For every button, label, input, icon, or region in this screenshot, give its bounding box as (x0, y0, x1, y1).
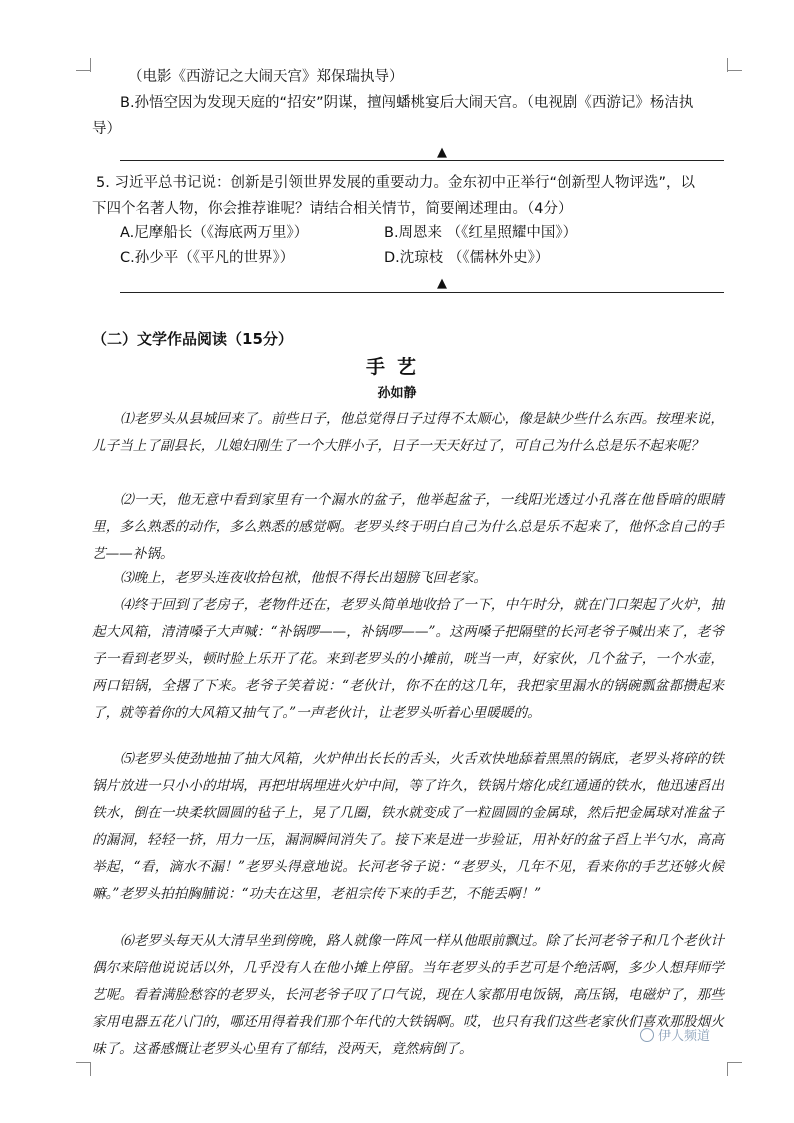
crop-mark-tl (90, 58, 91, 72)
q5-option-a: A.尼摩船长（《海底两万里》） (120, 225, 309, 241)
article-paragraph-1: ⑴老罗头从县城回来了。前些日子，他总觉得日子过得不太顺心，像是缺少些什么东西。按理来说，儿子当上了副县长，儿媳妇刚生了一个大胖小子，日子一天天好过了，可自己为什么总是乐不起来呢？ (92, 411, 724, 454)
article-author: 孙如静 (377, 386, 417, 401)
crop-mark-br (727, 1062, 728, 1076)
q5-option-b: B.周恩来 （《红星照耀中国》） (384, 225, 578, 241)
watermark-logo-icon (640, 1028, 654, 1042)
article-paragraph-4: ⑷终于回到了老房子，老物件还在，老罗头简单地收拾了一下，中午时分，就在门口架起了火炉，抽起大风箱，清清嗓子大声喊：“补锅啰——，补锅啰——”。这两嗓子把隔壁的长河老爷子喊出来了，老爷子一看到老罗头，顿时脸上乐开了花。来到老罗头的小摊前，咣当一声，好家伙，几个盆子，一个水壶，两口铝锅，全撂了下来。老爷子笑着说：“老伙计，你不在的这几年，我把家里漏水的锅碗瓢盆都攒起来了，就等着你的大风箱又抽气了。”一声老伙计，让老罗头听着心里暖暖的。 (92, 597, 724, 721)
q5-option-d: D.沈琼枝 （《儒林外史》） (384, 250, 550, 266)
answer-line-2 (120, 292, 724, 293)
watermark-text: 伊人频道 (658, 1029, 711, 1044)
q5-line-1: 5. 习近平总书记说：创新是引领世界发展的重要动力。金东初中正举行“创新型人物评选”，以 (96, 175, 695, 191)
section-title: （二）文学作品阅读（15分） (92, 330, 293, 348)
article-paragraph-2: ⑵一天，他无意中看到家里有一个漏水的盆子，他举起盆子，一线阳光透过小孔落在他昏暗的眼睛里，多么熟悉的动作，多么熟悉的感觉啊。老罗头终于明白自己为什么总是乐不起来了，他怀念自己的手艺——补锅。 (92, 492, 724, 562)
q4-line-2: B.孙悟空因为发现天庭的“招安”阴谋，擅闯蟠桃宴后大闹天宫。（电视剧《西游记》杨洁执 (120, 95, 694, 111)
q5-option-c: C.孙少平（《平凡的世界》） (120, 250, 295, 266)
answer-line-1 (120, 160, 724, 161)
q5-line-2: 下四个名著人物，你会推荐谁呢？请结合相关情节，简要阐述理由。（4分） (92, 201, 573, 217)
answer-marker-2: ▲ (437, 276, 447, 291)
crop-mark-tr-h (728, 70, 742, 71)
crop-mark-br-h (728, 1062, 742, 1063)
crop-mark-bl (90, 1062, 91, 1076)
answer-marker-1: ▲ (437, 145, 447, 160)
article-paragraph-5: ⑸老罗头使劲地抽了抽大风箱，火炉伸出长长的舌头，火舌欢快地舔着黑黑的锅底，老罗头将碎的铁锅片放进一只小小的坩埚，再把坩埚埋进火炉中间，等了许久，铁锅片熔化成红通通的铁水，他迅速舀出铁水，倒在一块柔软圆圆的毡子上，晃了几圈，铁水就变成了一粒圆圆的金属球，然后把金属球对准盆子的漏洞，轻轻一挤，用力一压，漏洞瞬间消失了。接下来是进一步验证，用补好的盆子舀上半勺水，高高举起，“看，滴水不漏！”老罗头得意地说。长河老爷子说：“老罗头，几年不见，看来你的手艺还够火候嘛。”老罗头拍拍胸脯说：“功夫在这里，老祖宗传下来的手艺，不能丢啊！” (92, 751, 724, 902)
watermark (640, 1025, 710, 1044)
q4-line-3: 导） (92, 121, 121, 137)
article-title: 手艺 (365, 356, 428, 378)
q4-line-1: （电影《西游记之大闹天宫》郑保瑞执导） (128, 69, 404, 85)
crop-mark-bl-h (76, 1062, 90, 1063)
article-paragraph-3: ⑶晚上，老罗头连夜收拾包袱，他恨不得长出翅膀飞回老家。 (120, 570, 488, 586)
crop-mark-tl-h (76, 70, 90, 71)
article-paragraph-6: ⑹老罗头每天从大清早坐到傍晚，路人就像一阵风一样从他眼前飘过。除了长河老爷子和几个老伙计偶尔来陪他说说话以外，几乎没有人在他小摊上停留。当年老罗头的手艺可是个绝活啊，多少人想拜师学艺呢。看着满脸愁容的老罗头，长河老爷子叹了口气说，现在人家都用电饭锅，高压锅，电磁炉了，那些家用电器五花八门的，哪还用得着我们那个年代的大铁锅啊。哎，也只有我们这些老家伙们喜欢那股烟火味了。这番感慨让老罗头心里有了郁结，没两天，竟然病倒了。 (92, 933, 724, 1057)
